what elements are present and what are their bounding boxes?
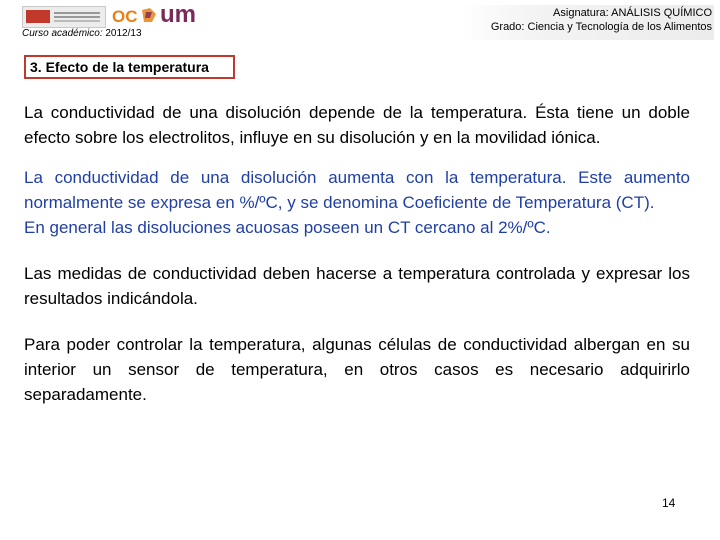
um-logo — [160, 2, 198, 28]
paragraph-temperature-sensor: Para poder controlar la temperatura, algunas células de conductividad albergan en su interior un sensor de temperatura, en otros casos es necesario adquirirlo separadamente. — [24, 335, 690, 404]
slide-body — [24, 100, 690, 407]
degree-line: Grado: Ciencia y Tecnología de los Alimentos — [490, 21, 712, 33]
course-label: Curso académico: — [22, 28, 103, 39]
paragraph-conductivity-depends: La conductividad de una disolución depende de la temperatura. Ésta tiene un doble efecto sobre los electrolitos, influye en su disolución y en la movilidad iónica. — [24, 103, 690, 147]
paragraph-aqueous-ct: En general las disoluciones acuosas poseen un CT cercano al 2%/ºC. — [24, 218, 551, 237]
ocw-logo — [112, 4, 160, 28]
page-number: 14 — [662, 496, 676, 510]
ocw-logo-text: OC — [112, 7, 138, 26]
um-logo-text: um — [160, 2, 196, 28]
paragraph-temperature-coefficient: La conductividad de una disolución aumenta con la temperatura. Este aumento normalmente se expresa en %/ºC, y se denomina Coeficiente de Temperatura (CT). — [24, 168, 690, 212]
ministry-logo — [22, 6, 106, 28]
course-year: 2012/13 — [105, 28, 142, 39]
subject-box — [459, 5, 714, 40]
paragraph-controlled-temperature: Las medidas de conductividad deben hacerse a temperatura controlada y expresar los resultados indicándola. — [24, 264, 690, 308]
subject-line: Asignatura: ANÁLISIS QUÍMICO — [553, 7, 712, 19]
section-title: 3. Efecto de la temperatura — [24, 55, 235, 79]
course-info — [22, 28, 142, 39]
